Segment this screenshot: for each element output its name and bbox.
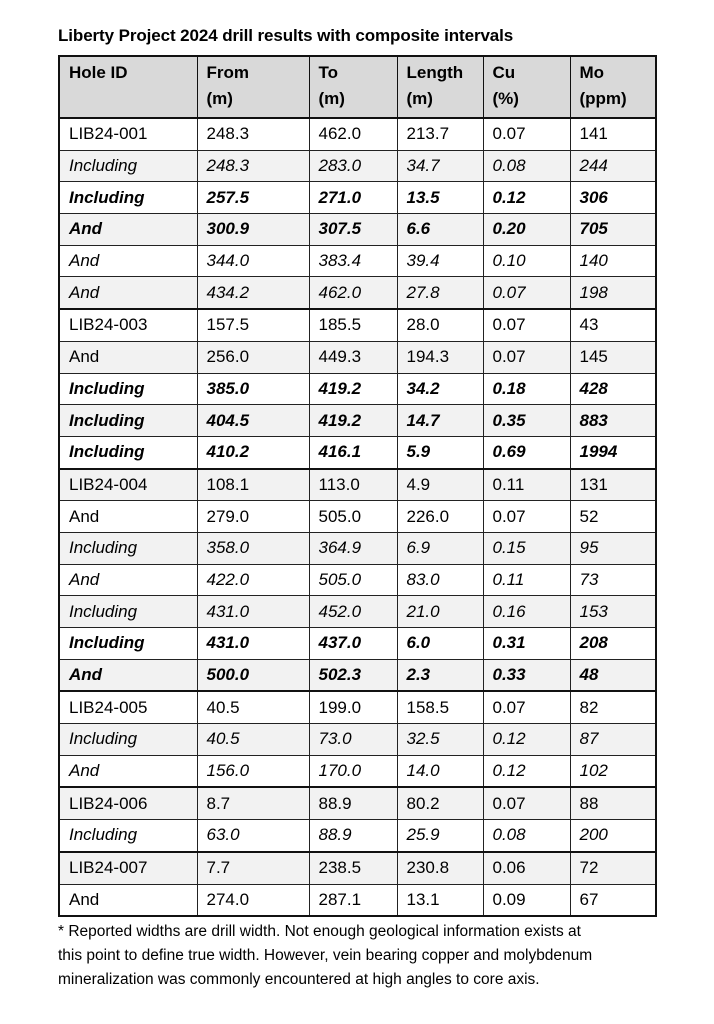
- table-row: [59, 596, 656, 628]
- table-row: [59, 118, 656, 150]
- cu-cell: 0.07: [483, 691, 570, 723]
- table-row: [59, 820, 656, 852]
- table-row: [59, 691, 656, 723]
- mo-header: [570, 56, 656, 118]
- header-label: Length: [406, 63, 464, 82]
- header-label: Cu: [492, 63, 516, 82]
- table-row: [59, 564, 656, 596]
- to-cell: 199.0: [309, 691, 397, 723]
- from-cell: 108.1: [197, 469, 309, 501]
- from-cell: 157.5: [197, 309, 309, 341]
- mo-cell: 88: [570, 787, 656, 819]
- table-row: [59, 405, 656, 437]
- from-cell: 279.0: [197, 501, 309, 533]
- to-cell: 452.0: [309, 596, 397, 628]
- from-cell: 385.0: [197, 373, 309, 405]
- from-cell: 7.7: [197, 852, 309, 884]
- from-cell: 8.7: [197, 787, 309, 819]
- to-cell: 462.0: [309, 118, 397, 150]
- to-cell: 238.5: [309, 852, 397, 884]
- from-cell: 40.5: [197, 691, 309, 723]
- to-cell: 437.0: [309, 628, 397, 660]
- to-cell: 88.9: [309, 820, 397, 852]
- from-cell: 410.2: [197, 436, 309, 468]
- table-row: [59, 245, 656, 277]
- footnote-line: this point to define true width. However, vein bearing copper and molybdenum: [58, 947, 593, 964]
- to-cell: 364.9: [309, 532, 397, 564]
- table-row: [59, 501, 656, 533]
- length-cell: 6.6: [397, 214, 483, 246]
- to-header: [309, 56, 397, 118]
- header-unit: (m): [206, 89, 233, 108]
- cu-cell: 0.11: [483, 469, 570, 501]
- to-cell: 416.1: [309, 436, 397, 468]
- mo-cell: 102: [570, 755, 656, 787]
- hole-id-cell: Including: [59, 182, 197, 214]
- to-cell: 505.0: [309, 564, 397, 596]
- table-row: [59, 532, 656, 564]
- length-cell: 213.7: [397, 118, 483, 150]
- hole-id-cell: LIB24-007: [59, 852, 197, 884]
- hole-id-cell: And: [59, 341, 197, 373]
- mo-cell: 705: [570, 214, 656, 246]
- from-cell: 248.3: [197, 150, 309, 182]
- cu-cell: 0.35: [483, 405, 570, 437]
- mo-cell: 1994: [570, 436, 656, 468]
- cu-cell: 0.08: [483, 820, 570, 852]
- mo-cell: 428: [570, 373, 656, 405]
- hole-id-cell: And: [59, 755, 197, 787]
- mo-cell: 95: [570, 532, 656, 564]
- cu-cell: 0.31: [483, 628, 570, 660]
- table-row: [59, 659, 656, 691]
- length-cell: 13.1: [397, 884, 483, 916]
- cu-cell: 0.07: [483, 501, 570, 533]
- to-cell: 287.1: [309, 884, 397, 916]
- mo-cell: 43: [570, 309, 656, 341]
- from-cell: 274.0: [197, 884, 309, 916]
- hole-id-cell: Including: [59, 724, 197, 756]
- to-cell: 419.2: [309, 405, 397, 437]
- mo-cell: 200: [570, 820, 656, 852]
- hole-id-cell: Including: [59, 596, 197, 628]
- cu-cell: 0.33: [483, 659, 570, 691]
- length-cell: 6.0: [397, 628, 483, 660]
- length-cell: 6.9: [397, 532, 483, 564]
- mo-cell: 141: [570, 118, 656, 150]
- to-cell: 88.9: [309, 787, 397, 819]
- length-cell: 32.5: [397, 724, 483, 756]
- table-row: [59, 724, 656, 756]
- length-cell: 27.8: [397, 277, 483, 309]
- cu-cell: 0.12: [483, 755, 570, 787]
- hole-id-cell: Including: [59, 150, 197, 182]
- header-label: Hole ID: [69, 63, 128, 82]
- to-cell: 185.5: [309, 309, 397, 341]
- from-cell: 404.5: [197, 405, 309, 437]
- hole-id-cell: And: [59, 884, 197, 916]
- cu-cell: 0.12: [483, 182, 570, 214]
- hole-id-cell: LIB24-001: [59, 118, 197, 150]
- mo-cell: 87: [570, 724, 656, 756]
- to-cell: 449.3: [309, 341, 397, 373]
- header-unit: (ppm): [579, 89, 627, 108]
- hole-id-cell: Including: [59, 373, 197, 405]
- table-row: [59, 214, 656, 246]
- hole-id-cell: And: [59, 501, 197, 533]
- footnote-line: * Reported widths are drill width. Not enough geological information exists at: [58, 923, 581, 940]
- to-cell: 419.2: [309, 373, 397, 405]
- cu-cell: 0.06: [483, 852, 570, 884]
- table-header: [59, 56, 656, 118]
- mo-cell: 72: [570, 852, 656, 884]
- table-row: [59, 755, 656, 787]
- hole-id-cell: And: [59, 564, 197, 596]
- cu-cell: 0.08: [483, 150, 570, 182]
- length-cell: 14.0: [397, 755, 483, 787]
- length-cell: 5.9: [397, 436, 483, 468]
- table-row: [59, 182, 656, 214]
- length-cell: 39.4: [397, 245, 483, 277]
- mo-cell: 73: [570, 564, 656, 596]
- table-row: [59, 436, 656, 468]
- to-cell: 73.0: [309, 724, 397, 756]
- to-cell: 383.4: [309, 245, 397, 277]
- length-cell: 80.2: [397, 787, 483, 819]
- length-cell: 28.0: [397, 309, 483, 341]
- from-cell: 300.9: [197, 214, 309, 246]
- header-label: To: [318, 63, 339, 82]
- cu-cell: 0.16: [483, 596, 570, 628]
- hole-id-cell: Including: [59, 628, 197, 660]
- to-cell: 462.0: [309, 277, 397, 309]
- table-row: [59, 884, 656, 916]
- mo-cell: 153: [570, 596, 656, 628]
- mo-cell: 131: [570, 469, 656, 501]
- footnote-line: mineralization was commonly encountered at high angles to core axis.: [58, 971, 540, 988]
- to-cell: 283.0: [309, 150, 397, 182]
- header-row: [59, 56, 656, 118]
- from-cell: 248.3: [197, 118, 309, 150]
- length-cell: 34.2: [397, 373, 483, 405]
- mo-cell: 145: [570, 341, 656, 373]
- cu-cell: 0.18: [483, 373, 570, 405]
- footnote: [58, 920, 688, 992]
- to-cell: 502.3: [309, 659, 397, 691]
- table-row: [59, 852, 656, 884]
- table-body: [59, 118, 656, 916]
- mo-cell: 244: [570, 150, 656, 182]
- length-cell: 2.3: [397, 659, 483, 691]
- hole-id-cell: And: [59, 277, 197, 309]
- table-row: [59, 309, 656, 341]
- cu-cell: 0.07: [483, 309, 570, 341]
- hole-id-cell: And: [59, 245, 197, 277]
- length-cell: 14.7: [397, 405, 483, 437]
- length-header: [397, 56, 483, 118]
- header-label: From: [206, 63, 249, 82]
- length-cell: 21.0: [397, 596, 483, 628]
- cu-cell: 0.15: [483, 532, 570, 564]
- hole-id-cell: Including: [59, 532, 197, 564]
- hole-id-cell: LIB24-005: [59, 691, 197, 723]
- table-row: [59, 277, 656, 309]
- table-row: [59, 341, 656, 373]
- table-row: [59, 469, 656, 501]
- mo-cell: 140: [570, 245, 656, 277]
- length-cell: 34.7: [397, 150, 483, 182]
- table-row: [59, 150, 656, 182]
- cu-header: [483, 56, 570, 118]
- cu-cell: 0.07: [483, 277, 570, 309]
- to-cell: 505.0: [309, 501, 397, 533]
- hole-id-cell: And: [59, 659, 197, 691]
- to-cell: 307.5: [309, 214, 397, 246]
- from-cell: 434.2: [197, 277, 309, 309]
- cu-cell: 0.07: [483, 787, 570, 819]
- hole-id-cell: Including: [59, 405, 197, 437]
- length-cell: 83.0: [397, 564, 483, 596]
- cu-cell: 0.20: [483, 214, 570, 246]
- length-cell: 230.8: [397, 852, 483, 884]
- from-header: [197, 56, 309, 118]
- header-label: Mo: [579, 63, 605, 82]
- mo-cell: 52: [570, 501, 656, 533]
- length-cell: 226.0: [397, 501, 483, 533]
- cu-cell: 0.11: [483, 564, 570, 596]
- header-unit: (m): [406, 89, 433, 108]
- from-cell: 422.0: [197, 564, 309, 596]
- cu-cell: 0.07: [483, 118, 570, 150]
- hole-id-header: [59, 56, 197, 118]
- header-unit: (%): [492, 89, 519, 108]
- cu-cell: 0.09: [483, 884, 570, 916]
- hole-id-cell: And: [59, 214, 197, 246]
- from-cell: 358.0: [197, 532, 309, 564]
- to-cell: 170.0: [309, 755, 397, 787]
- length-cell: 13.5: [397, 182, 483, 214]
- mo-cell: 82: [570, 691, 656, 723]
- hole-id-cell: LIB24-004: [59, 469, 197, 501]
- from-cell: 257.5: [197, 182, 309, 214]
- table-row: [59, 373, 656, 405]
- table-row: [59, 787, 656, 819]
- cu-cell: 0.10: [483, 245, 570, 277]
- length-cell: 158.5: [397, 691, 483, 723]
- header-unit: (m): [318, 89, 345, 108]
- length-cell: 25.9: [397, 820, 483, 852]
- from-cell: 431.0: [197, 628, 309, 660]
- from-cell: 40.5: [197, 724, 309, 756]
- cu-cell: 0.69: [483, 436, 570, 468]
- length-cell: 194.3: [397, 341, 483, 373]
- from-cell: 256.0: [197, 341, 309, 373]
- to-cell: 271.0: [309, 182, 397, 214]
- length-cell: 4.9: [397, 469, 483, 501]
- table-row: [59, 628, 656, 660]
- from-cell: 431.0: [197, 596, 309, 628]
- mo-cell: 208: [570, 628, 656, 660]
- hole-id-cell: LIB24-003: [59, 309, 197, 341]
- hole-id-cell: LIB24-006: [59, 787, 197, 819]
- mo-cell: 67: [570, 884, 656, 916]
- from-cell: 63.0: [197, 820, 309, 852]
- drill-results-table: [58, 55, 657, 917]
- hole-id-cell: Including: [59, 820, 197, 852]
- from-cell: 156.0: [197, 755, 309, 787]
- from-cell: 500.0: [197, 659, 309, 691]
- hole-id-cell: Including: [59, 436, 197, 468]
- mo-cell: 883: [570, 405, 656, 437]
- from-cell: 344.0: [197, 245, 309, 277]
- mo-cell: 48: [570, 659, 656, 691]
- to-cell: 113.0: [309, 469, 397, 501]
- cu-cell: 0.12: [483, 724, 570, 756]
- mo-cell: 198: [570, 277, 656, 309]
- mo-cell: 306: [570, 182, 656, 214]
- table-title: Liberty Project 2024 drill results with composite intervals: [58, 26, 514, 45]
- cu-cell: 0.07: [483, 341, 570, 373]
